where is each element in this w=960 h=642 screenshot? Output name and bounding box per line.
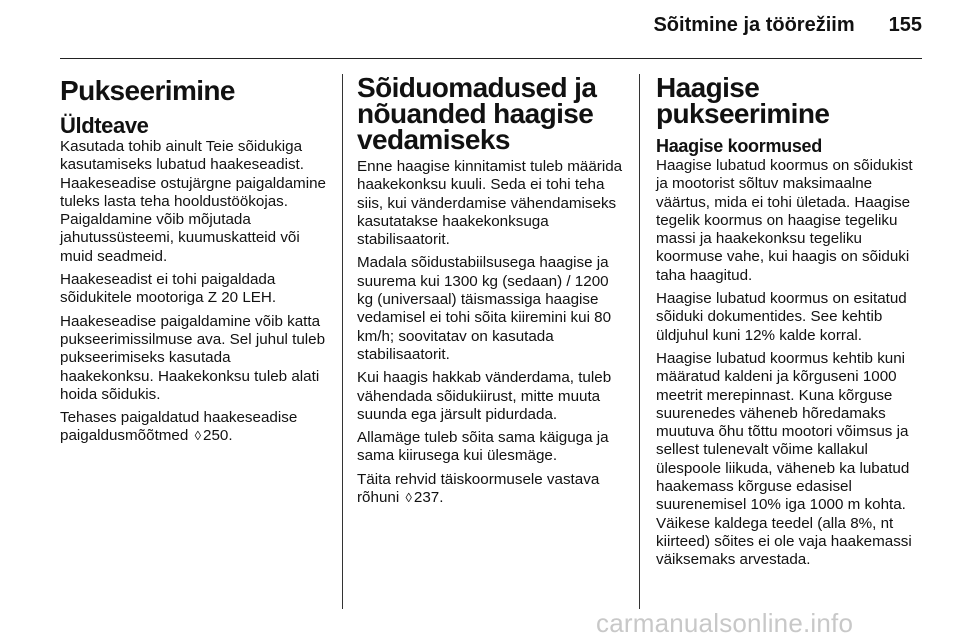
page-reference[interactable]: 237. [413, 489, 444, 507]
paragraph: Haagise lubatud koormus kehtib kuni määratud kaldeni ja kõrguseni 1000 meetrit merepinnast. Kuna kõrguse suurenedes väheneb hõredamaks muutuva õhu tõttu mootori võimsus ja sellest tulenevalt võime kallakul ülespoole liikuda, väheneb ka lubatud haakemass kõrguse edasisel suurenemisel 10% iga 1000 m kohta. Väikese kaldega teedel (alla 8%, nt kiirteed) sõites ei ole vaja haakemassi väiksemaks arvestada. [656, 349, 912, 569]
section-heading: Sõiduomadused ja nõuanded haagise vedamiseks [357, 72, 597, 155]
subsection-heading: Haagise koormused [656, 136, 822, 156]
paragraph-text: Täita rehvid täiskoormusele vastava rõhuni [357, 470, 600, 507]
page-header [60, 14, 922, 46]
paragraph: Haakeseadist ei tohi paigaldada sõidukitele mootoriga Z 20 LEH. [60, 271, 277, 307]
paragraph: Haakeseadise paigaldamine võib katta pukseerimissilmuse ava. Sel juhul tuleb pukseerimiseks kasutada haakekonksu. Haakekonksu tuleb alati hoida sõidukis. [60, 312, 326, 403]
section-heading: Haagise pukseerimine [656, 72, 830, 129]
paragraph-text: Tehases paigaldatud haakeseadise paigaldusmõõtmed [60, 409, 298, 445]
paragraph: Allamäge tuleb sõita sama käiguga ja sama kiirusega kui ülesmäge. [357, 429, 609, 465]
page-number: 155 [888, 14, 922, 36]
paragraph: Enne haagise kinnitamist tuleb määrida haakekonksu kuuli. Seda ei tohi teha siis, kui vänderdamise vähendamiseks kasutatakse haakekonksuga stabilisaatorit. [357, 158, 623, 249]
column-divider-1 [342, 74, 343, 609]
column-2 [357, 66, 627, 512]
page-reference-icon: ◊ [194, 428, 202, 444]
paragraph: Kasutada tohib ainult Teie sõidukiga kasutamiseks lubatud haakeseadist. Haakeseadise ostujärgne paigaldamine tuleks lasta teha hooldustöökojas. Paigaldamine võib mõjutada jahutussüsteemi, kuumuskatteid või muid seadmeid. [60, 138, 326, 265]
column-3 [656, 66, 928, 575]
paragraph [60, 409, 328, 446]
page-reference[interactable]: 250. [203, 427, 233, 445]
paragraph: Kui haagis hakkab vänderdama, tuleb vähendada sõidukiirust, mitte muuta suunda ega järsult pidurdada. [357, 369, 612, 423]
header-divider [60, 58, 922, 59]
paragraph: Madala sõidustabiilsusega haagise ja suurema kui 1300 kg (sedaan) / 1200 kg (universaal) täismassiga haagise vedamisel ei tohi sõita kiiremini kui 80 km/h; soovitatav on kasutada stabilisaatorit. [357, 254, 612, 363]
paragraph [357, 471, 627, 508]
section-title: Sõitmine ja töörežiim [653, 14, 855, 36]
column-1 [60, 66, 328, 451]
section-heading: Üldteave [60, 113, 149, 138]
page-reference-icon: ◊ [405, 490, 412, 506]
watermark: carmanualsonline.info [596, 608, 854, 638]
column-divider-2 [639, 74, 640, 609]
chapter-title: Pukseerimine [60, 75, 235, 106]
paragraph: Haagise lubatud koormus on sõidukist ja mootorist sõltuv maksimaalne väärtus, mida ei tohi ületada. Haagise tegelik koormus on haagise tegeliku massi ja haakekonksu tegeliku koormuse vahe, kui haagis on sõiduki taha haagitud. [656, 157, 913, 284]
paragraph: Haagise lubatud koormus on esitatud sõiduki dokumentides. See kehtib üldjuhul kuni 12% kalde korral. [656, 290, 907, 344]
